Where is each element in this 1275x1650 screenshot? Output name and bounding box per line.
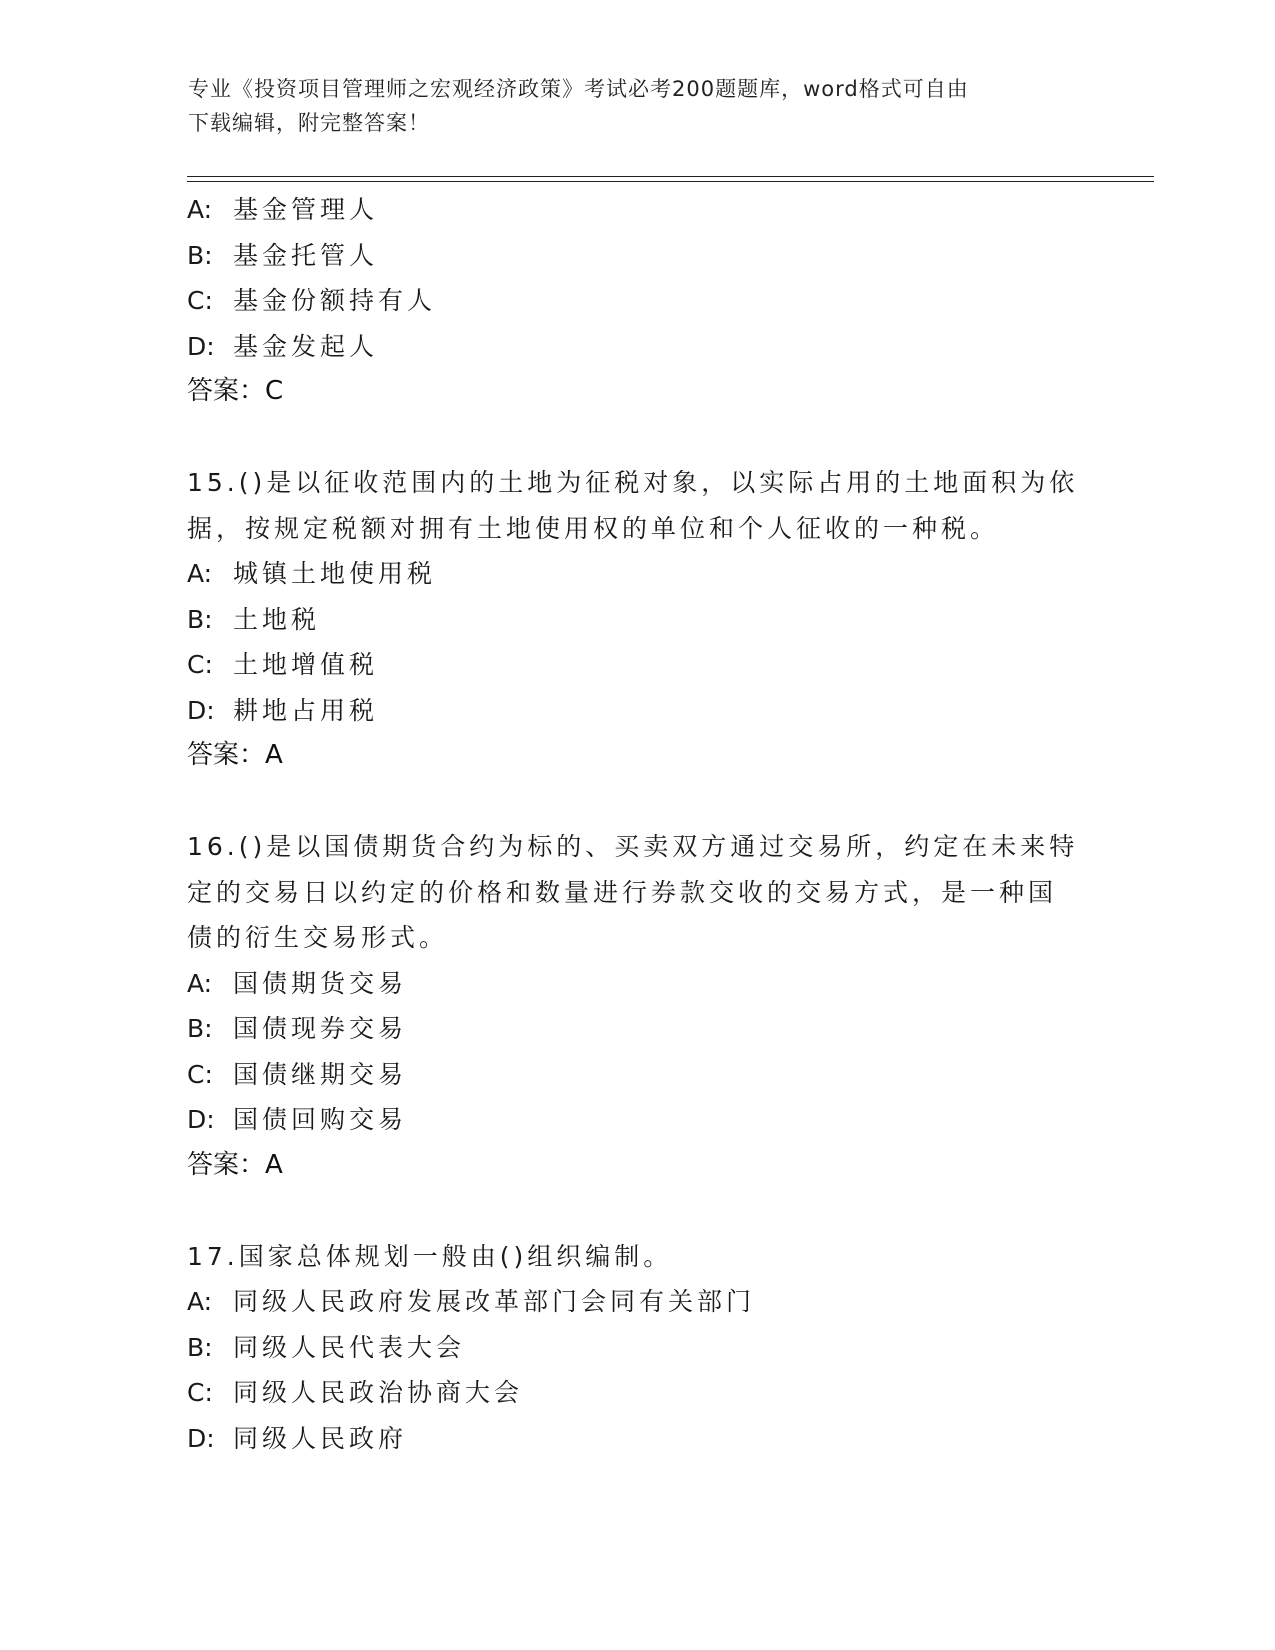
option-c <box>187 1052 1087 1098</box>
option-a <box>187 1279 1087 1325</box>
option-label: B: <box>187 604 213 634</box>
question-stem-line: 16.()是以国债期货合约为标的、买卖双方通过交易所，约定在未来特 <box>187 832 1079 861</box>
spacer <box>187 415 1087 461</box>
option-text: 城镇土地使用税 <box>233 559 437 588</box>
question-stem-line: 债的衍生交易形式。 <box>187 923 449 952</box>
option-b <box>187 1325 1087 1371</box>
option-label: D: <box>187 1105 215 1134</box>
header-line-2: 下载编辑，附完整答案！ <box>188 111 430 135</box>
option-label: C: <box>187 286 213 315</box>
option-label: C: <box>187 1059 213 1089</box>
option-text: 耕地占用税 <box>233 695 379 725</box>
option-label: D: <box>187 1423 215 1453</box>
question-stem-line: 15.()是以征收范围内的土地为征税对象，以实际占用的土地面积为依 <box>187 468 1079 497</box>
option-label: A: <box>187 968 213 998</box>
question-16 <box>187 824 1087 1188</box>
option-d <box>187 324 1087 370</box>
option-text: 同级人民代表大会 <box>233 1332 466 1362</box>
option-b <box>187 597 1087 643</box>
answer: 答案：A <box>187 740 283 770</box>
option-label: D: <box>187 331 215 361</box>
option-label: A: <box>187 195 213 224</box>
spacer <box>187 1188 1087 1234</box>
answer: 答案：C <box>187 376 284 406</box>
option-label: B: <box>187 1332 213 1362</box>
option-label: A: <box>187 559 213 588</box>
option-text: 国债期货交易 <box>233 968 408 998</box>
option-text: 基金管理人 <box>233 195 379 224</box>
question-stem-line: 17.国家总体规划一般由()组织编制。 <box>187 1241 673 1271</box>
option-text: 土地税 <box>233 604 321 634</box>
option-a <box>187 551 1087 597</box>
question-17 <box>187 1234 1087 1462</box>
option-label: A: <box>187 1287 213 1316</box>
option-label: C: <box>187 1378 213 1407</box>
answer: 答案：A <box>187 1149 283 1180</box>
option-label: B: <box>187 240 213 270</box>
option-c <box>187 278 1087 324</box>
spacer <box>187 779 1087 825</box>
option-text: 国债回购交易 <box>233 1105 408 1134</box>
option-text: 国债继期交易 <box>233 1059 408 1089</box>
option-b <box>187 1006 1087 1052</box>
option-text: 国债现券交易 <box>233 1014 408 1043</box>
option-text: 基金托管人 <box>233 240 379 270</box>
header-line-1: 专业《投资项目管理师之宏观经济政策》考试必考200题题库，word格式可自由 <box>188 77 969 101</box>
header-divider-bottom <box>187 181 1154 182</box>
option-text: 土地增值税 <box>233 650 379 679</box>
document-header <box>188 72 1068 140</box>
option-text: 同级人民政府发展改革部门会同有关部门 <box>233 1287 756 1316</box>
option-c <box>187 1370 1087 1416</box>
option-label: D: <box>187 695 215 725</box>
question-stem-line: 定的交易日以约定的价格和数量进行券款交收的交易方式，是一种国 <box>187 877 1058 907</box>
option-text: 同级人民政治协商大会 <box>233 1378 524 1407</box>
question-stem-line: 据，按规定税额对拥有土地使用权的单位和个人征收的一种税。 <box>187 513 1000 543</box>
option-label: B: <box>187 1014 213 1043</box>
option-text: 基金份额持有人 <box>233 286 437 315</box>
option-d <box>187 1097 1087 1143</box>
option-a <box>187 187 1087 233</box>
option-d <box>187 688 1087 734</box>
option-b <box>187 233 1087 279</box>
question-14 <box>187 187 1087 415</box>
document-body <box>187 187 1087 1461</box>
option-d <box>187 1416 1087 1462</box>
question-15 <box>187 460 1087 779</box>
option-a <box>187 961 1087 1007</box>
option-c <box>187 642 1087 688</box>
option-text: 基金发起人 <box>233 331 379 361</box>
option-label: C: <box>187 650 213 679</box>
option-text: 同级人民政府 <box>233 1423 408 1453</box>
header-divider-top <box>187 176 1154 177</box>
